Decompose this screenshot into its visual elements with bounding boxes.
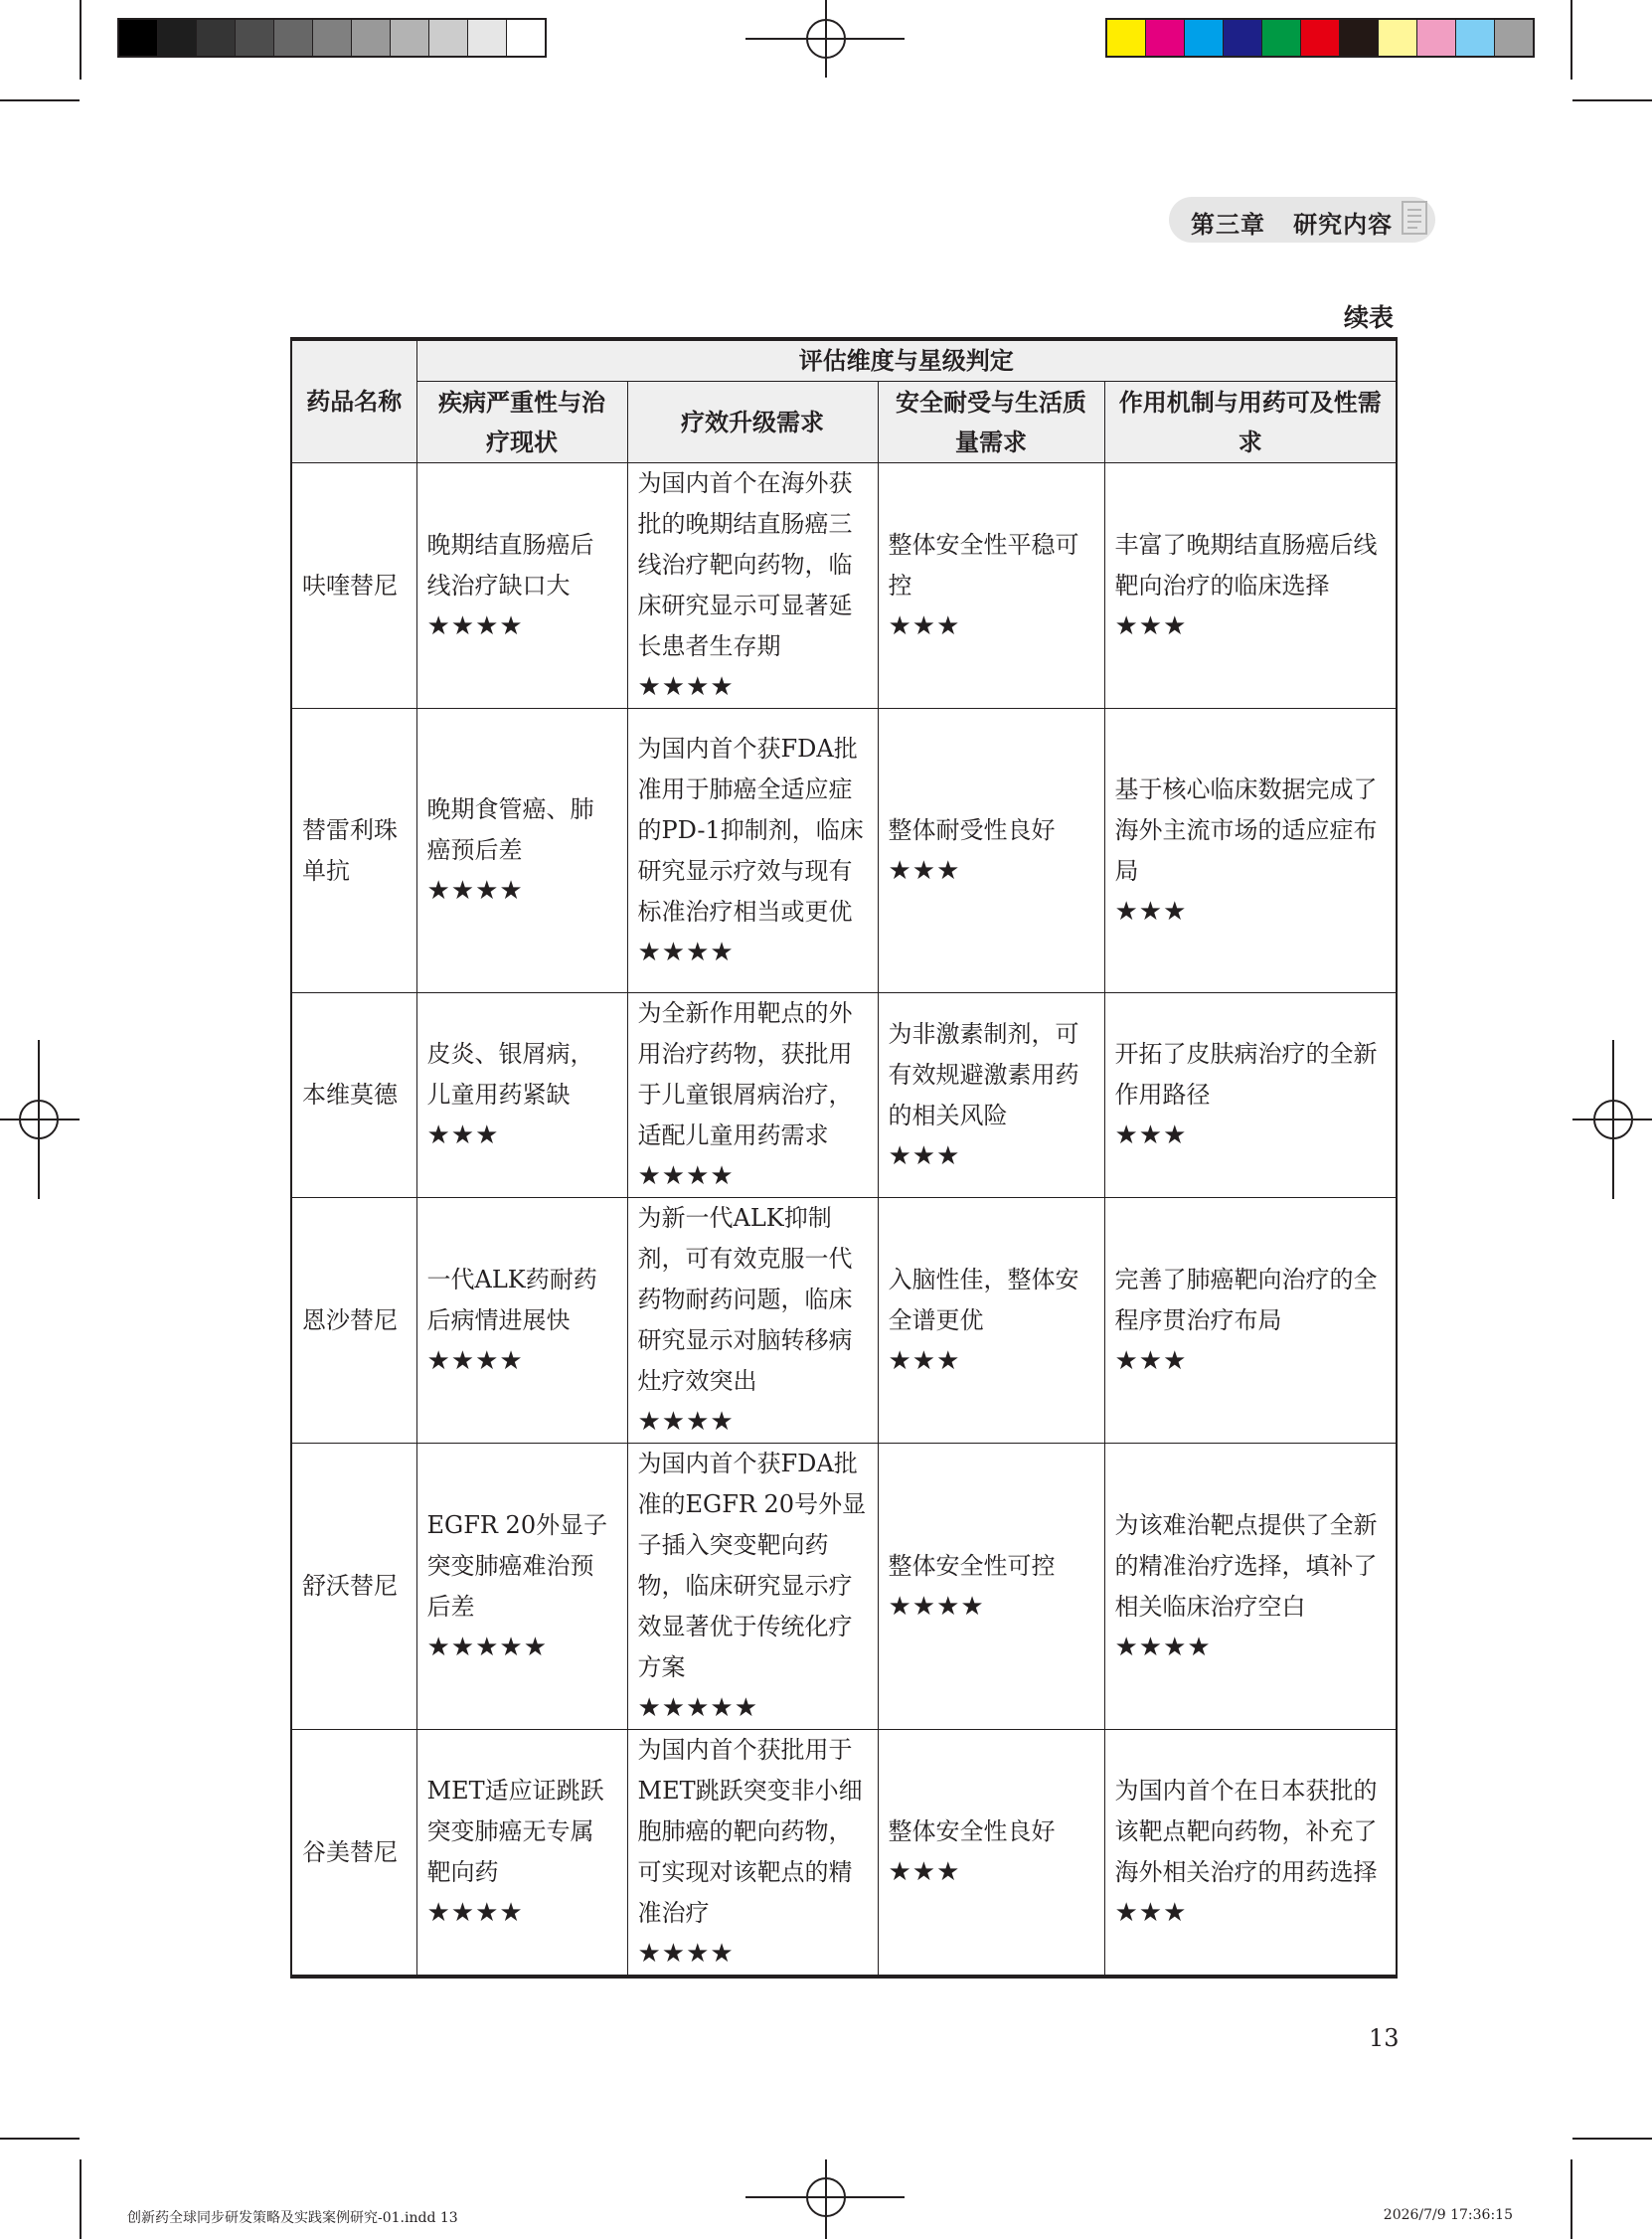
crop-mark (38, 1040, 40, 1199)
crop-mark (1572, 99, 1652, 101)
cell-text: 晚期结直肠癌后线治疗缺口大 (426, 530, 594, 600)
cell-text: 为国内首个获批用于MET跳跃突变非小细胞肺癌的靶向药物，可实现对该靶点的精准治疗 (637, 1736, 863, 1927)
cell-text: 整体安全性良好 (888, 1817, 1056, 1845)
table-row (291, 1444, 1397, 1730)
star-rating: ★★★★ (426, 1898, 524, 1928)
star-rating: ★★★ (888, 610, 961, 641)
star-rating: ★★★ (1114, 896, 1188, 927)
cell-text: 一代ALK药耐药后病情进展快 (426, 1265, 597, 1334)
star-rating: ★★★ (888, 1140, 961, 1171)
star-rating: ★★★★★ (426, 1632, 549, 1662)
star-rating: ★★★ (1114, 610, 1188, 641)
continued-label: 续表 (1343, 303, 1394, 332)
header-mechanism: 作用机制与用药可及性需求 (1104, 382, 1397, 463)
efficacy-cell (627, 709, 878, 993)
star-rating: ★★★ (426, 1120, 500, 1150)
cell-text: 整体安全性可控 (888, 1551, 1056, 1580)
mechanism-cell (1104, 1730, 1397, 1978)
drug-name: 本维莫德 (291, 993, 416, 1198)
star-rating: ★★★★ (1114, 1632, 1212, 1662)
cell-text: MET适应证跳跃突变肺癌无专属靶向药 (426, 1777, 604, 1886)
date-slug: 2026/7/9 17:36:15 (1383, 2207, 1513, 2223)
efficacy-cell (627, 993, 878, 1198)
cell-text: 为全新作用靶点的外用治疗药物，获批用于儿童银屑病治疗，适配儿童用药需求 (637, 999, 853, 1149)
color-patch (1224, 20, 1262, 56)
star-rating: ★★★★ (426, 876, 524, 906)
safety-cell (878, 463, 1104, 709)
efficacy-cell (627, 1198, 878, 1444)
cell-text: 入脑性佳，整体安全谱更优 (888, 1265, 1079, 1334)
crop-mark (825, 0, 827, 78)
safety-cell (878, 1730, 1104, 1978)
crop-mark (825, 2159, 827, 2239)
color-patch (507, 20, 545, 56)
star-rating: ★★★ (1114, 1345, 1188, 1376)
drug-name: 呋喹替尼 (291, 463, 416, 709)
star-rating: ★★★ (888, 1345, 961, 1376)
crop-mark (80, 0, 82, 80)
color-patch (1185, 20, 1224, 56)
star-rating: ★★★★ (637, 937, 735, 967)
cell-text: 为国内首个在日本获批的该靶点靶向药物，补充了海外相关治疗的用药选择 (1114, 1777, 1378, 1886)
star-rating: ★★★★ (637, 1939, 735, 1969)
color-patch (158, 20, 197, 56)
safety-cell (878, 1198, 1104, 1444)
cell-text: 为国内首个获FDA批准的EGFR 20号外显子插入突变靶向药物，临床研究显示疗效显著优于传统化疗方案 (637, 1450, 867, 1681)
color-calibration-bar (1105, 18, 1535, 58)
color-patch (1301, 20, 1340, 56)
cell-text: 基于核心临床数据完成了海外主流市场的适应症布局 (1114, 775, 1378, 885)
cell-text: 完善了肺癌靶向治疗的全程序贯治疗布局 (1114, 1265, 1378, 1334)
mechanism-cell (1104, 709, 1397, 993)
safety-cell (878, 1444, 1104, 1730)
disease-cell (416, 1444, 627, 1730)
color-patch (1379, 20, 1417, 56)
efficacy-cell (627, 463, 878, 709)
star-rating: ★★★★ (637, 672, 735, 702)
color-patch (1146, 20, 1185, 56)
drug-name: 恩沙替尼 (291, 1198, 416, 1444)
header-safety: 安全耐受与生活质量需求 (878, 382, 1104, 463)
color-patch (1417, 20, 1456, 56)
efficacy-cell (627, 1730, 878, 1978)
color-patch (274, 20, 313, 56)
star-rating: ★★★★ (637, 1161, 735, 1191)
efficacy-cell (627, 1444, 878, 1730)
star-rating: ★★★ (888, 1857, 961, 1887)
cell-text: 为该难治靶点提供了全新的精准治疗选择，填补了相关临床治疗空白 (1114, 1510, 1378, 1621)
color-patch (1107, 20, 1146, 56)
crop-mark (1570, 0, 1572, 80)
chapter-header (1169, 197, 1435, 243)
drug-name: 舒沃替尼 (291, 1444, 416, 1730)
page-number: 13 (1369, 2024, 1400, 2052)
safety-cell (878, 709, 1104, 993)
crop-mark (1612, 1040, 1614, 1199)
crop-mark (0, 99, 80, 101)
cell-text: 为非激素制剂，可有效规避激素用药的相关风险 (888, 1019, 1079, 1129)
cell-text: EGFR 20外显子突变肺癌难治预后差 (426, 1510, 608, 1621)
star-rating: ★★★ (1114, 1120, 1188, 1150)
color-patch (197, 20, 236, 56)
crop-mark (0, 1119, 80, 1120)
table-row (291, 1730, 1397, 1978)
mechanism-cell (1104, 1444, 1397, 1730)
cell-text: 整体耐受性良好 (888, 815, 1056, 844)
header-drug-name: 药品名称 (291, 339, 416, 463)
star-rating: ★★★★★ (637, 1693, 759, 1723)
color-patch (1495, 20, 1533, 56)
table-row (291, 709, 1397, 993)
color-patch (468, 20, 507, 56)
table-row (291, 1198, 1397, 1444)
disease-cell (416, 709, 627, 993)
disease-cell (416, 993, 627, 1198)
table-row (291, 463, 1397, 709)
cell-text: 整体安全性平稳可控 (888, 530, 1079, 600)
header-disease: 疾病严重性与治疗现状 (416, 382, 627, 463)
drug-assessment-table (290, 337, 1398, 1979)
color-patch (1456, 20, 1495, 56)
star-rating: ★★★★ (637, 1407, 735, 1437)
color-patch (119, 20, 158, 56)
cell-text: 丰富了晚期结直肠癌后线靶向治疗的临床选择 (1114, 530, 1378, 600)
mechanism-cell (1104, 463, 1397, 709)
cell-text: 为国内首个获FDA批准用于肺癌全适应症的PD-1抑制剂，临床研究显示疗效与现有标准治疗相当或更优 (637, 734, 864, 926)
color-patch (313, 20, 352, 56)
cell-text: 皮炎、银屑病，儿童用药紧缺 (426, 1040, 594, 1109)
header-efficacy: 疗效升级需求 (627, 382, 878, 463)
mechanism-cell (1104, 1198, 1397, 1444)
color-patch (429, 20, 468, 56)
header-assessment-group: 评估维度与星级判定 (416, 339, 1397, 382)
crop-mark (1572, 2138, 1652, 2140)
drug-name: 替雷利珠单抗 (291, 709, 416, 993)
cell-text: 为国内首个在海外获批的晚期结直肠癌三线治疗靶向药物，临床研究显示可显著延长患者生存期 (637, 469, 853, 660)
drug-name: 谷美替尼 (291, 1730, 416, 1978)
crop-mark (0, 2138, 80, 2140)
disease-cell (416, 1730, 627, 1978)
book-icon (1400, 199, 1431, 239)
color-patch (1262, 20, 1301, 56)
disease-cell (416, 1198, 627, 1444)
cell-text: 为新一代ALK抑制剂，可有效克服一代药物耐药问题，临床研究显示对脑转移病灶疗效突出 (637, 1204, 853, 1395)
star-rating: ★★★ (1114, 1898, 1188, 1928)
color-patch (391, 20, 429, 56)
safety-cell (878, 993, 1104, 1198)
cell-text: 开拓了皮肤病治疗的全新作用路径 (1114, 1040, 1378, 1109)
file-slug: 创新药全球同步研发策略及实践案例研究-01.indd 13 (127, 2210, 458, 2226)
star-rating: ★★★ (888, 855, 961, 886)
mechanism-cell (1104, 993, 1397, 1198)
color-patch (236, 20, 274, 56)
chapter-title: 第三章 研究内容 (1191, 211, 1394, 239)
star-rating: ★★★★ (426, 1345, 524, 1376)
star-rating: ★★★★ (426, 610, 524, 641)
table-row (291, 993, 1397, 1198)
color-patch (1340, 20, 1379, 56)
cell-text: 晚期食管癌、肺癌预后差 (426, 795, 594, 864)
crop-mark (80, 2159, 82, 2239)
star-rating: ★★★★ (888, 1591, 985, 1622)
grayscale-calibration-bar (117, 18, 547, 58)
crop-mark (1570, 2159, 1572, 2239)
color-patch (352, 20, 391, 56)
disease-cell (416, 463, 627, 709)
